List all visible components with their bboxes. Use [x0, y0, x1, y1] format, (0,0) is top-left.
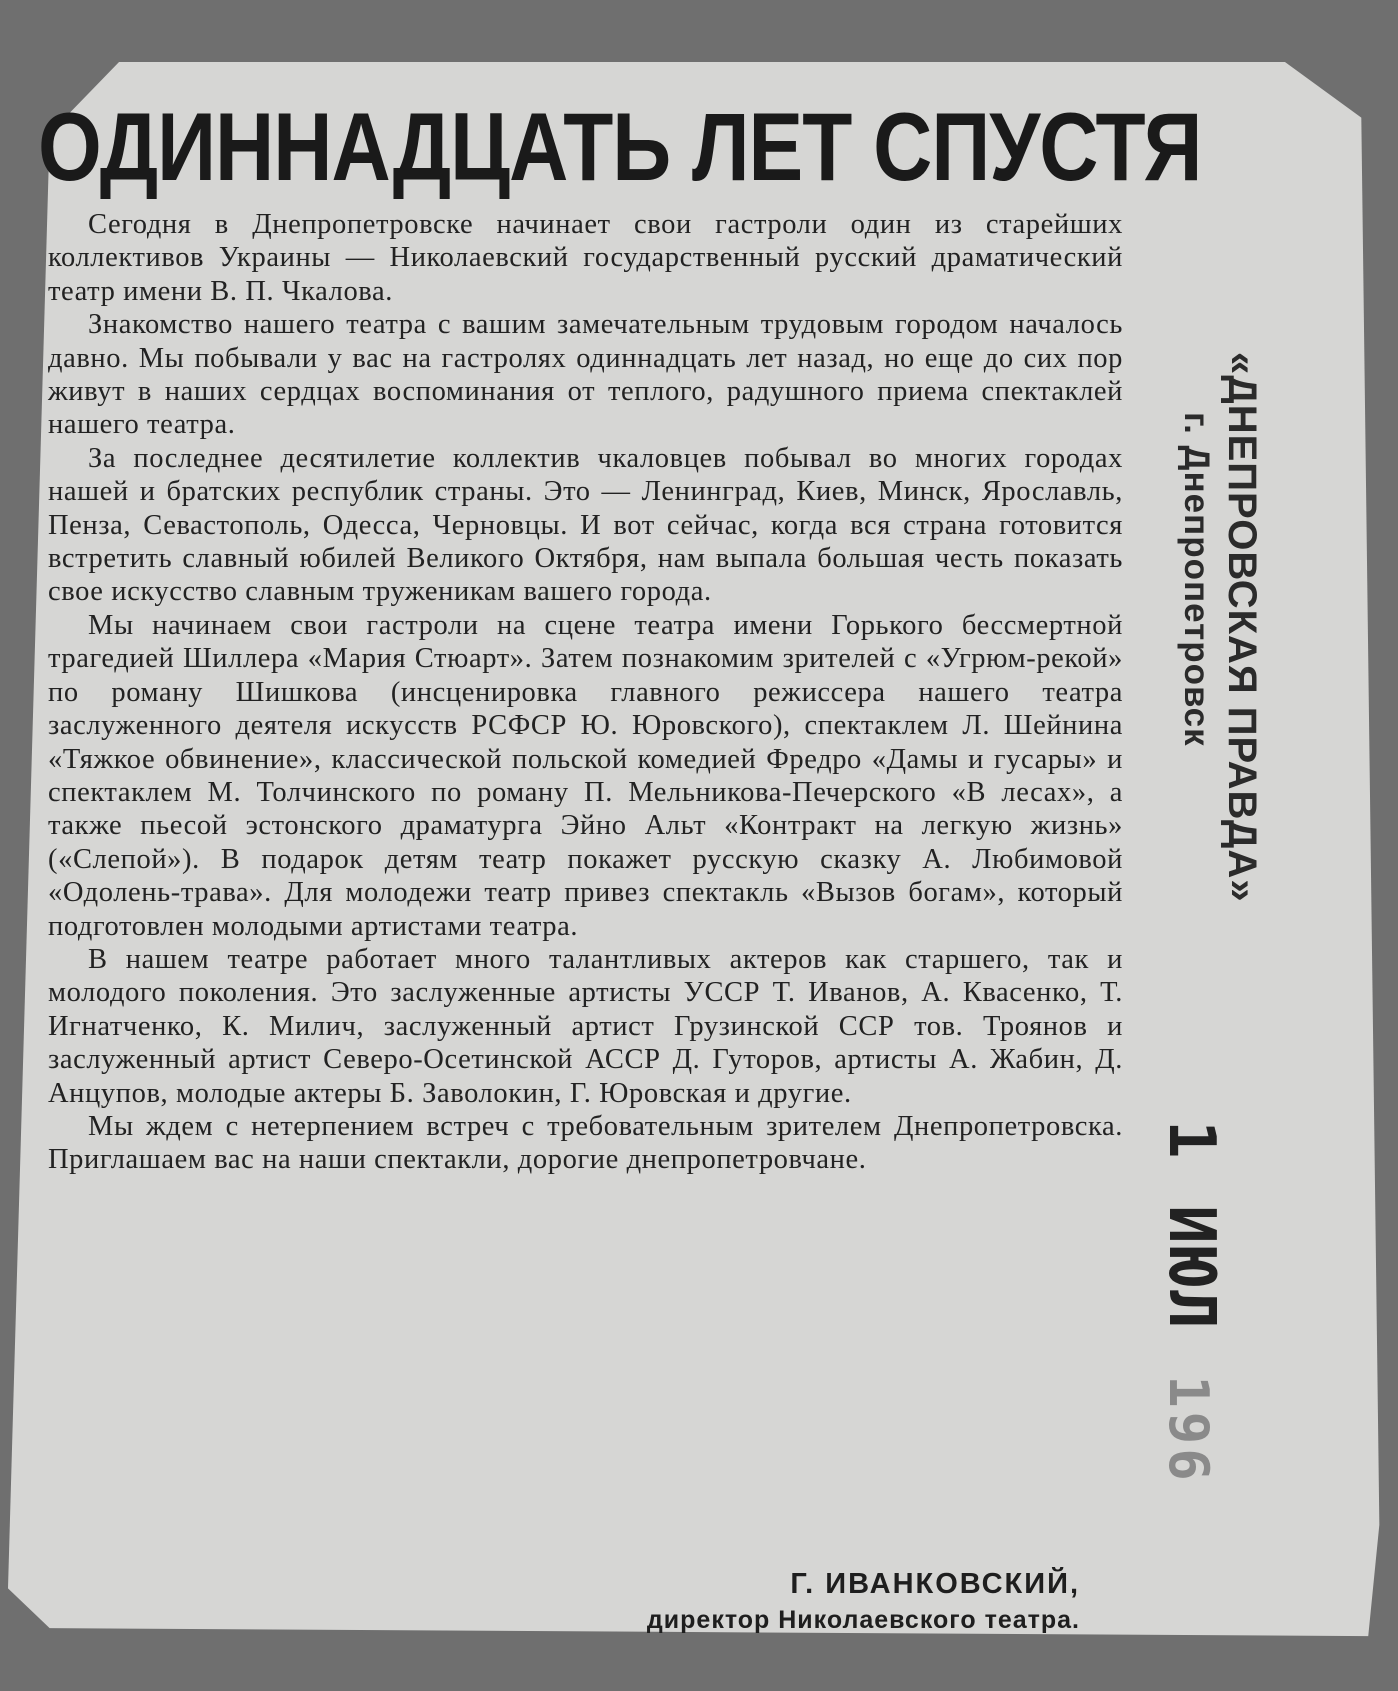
article-body: [48, 208, 1123, 1177]
paragraph: Сегодня в Днепропетровске начинает свои гастроли один из старейших коллективов Украины — Николаевский государственный русский драматический театр имени В. П. Чкалова.: [48, 209, 1123, 307]
date-day: 1: [1154, 1120, 1228, 1163]
date-stamp: [1154, 1120, 1228, 1485]
paragraph: Знакомство нашего театра с вашим замечательным трудовым городом началось давно. Мы побывали у вас на гастролях одиннадцать лет назад, но еще до сих пор живут в наших сердцах воспоминания от теплого, радушного приема спектаклей нашего театра.: [48, 309, 1123, 441]
paragraph: Мы начинаем свои гастроли на сцене театра имени Горького бессмертной трагедией Шиллера «Мария Стюарт». Затем познакомим зрителей с «Угрюм-рекой» по роману Шишкова (инсценировка главного режиссера нашего театра заслуженного деятеля искусств РСФСР Ю. Юровского), спектаклем Л. Шейнина «Тяжкое обвинение», классической польской комедией Фредро «Дамы и гусары» и спектаклем М. Толчинского по роману П. Мельникова-Печерского «В лесах», а также пьесой эстонского драматурга Эйно Альт «Контракт на легкую жизнь» («Слепой»). В подарок детям театр покажет русскую сказку А. Любимовой «Одолень-трава». Для молодежи театр привез спектакль «Вызов богам», который подготовлен молодыми артистами театра.: [48, 609, 1123, 942]
author-name: Г. ИВАНКОВСКИЙ,: [790, 1568, 1080, 1600]
paragraph: Мы ждем с нетерпением встреч с требовательным зрителем Днепропетровска. Приглашаем вас на наши спектакли, дорогие днепропетровчане.: [48, 1110, 1123, 1176]
date-month: ИЮЛ: [1154, 1205, 1228, 1333]
paragraph: За последнее десятилетие коллектив чкаловцев побывал во многих городах нашей и братских республик страны. Это — Ленинград, Киев, Минск, Ярославль, Пенза, Севастополь, Одесса, Черновцы. И вот сейчас, когда вся страна готовится встретить славный юбилей Великого Октября, нам выпала большая честь показать свое искусство славным труженикам вашего города.: [48, 442, 1123, 608]
signature-block: [647, 1565, 1080, 1637]
paragraph: В нашем театре работает много талантливых актеров как старшего, так и молодого поколения. Это заслуженные артисты УССР Т. Иванов, А. Квасенко, Т. Игнатченко, К. Милич, заслуженный артист Грузинской ССР тов. Троянов и заслуженный артист Северо-Осетинской АССР Д. Гуторов, артисты А. Жабин, Д. Анцупов, молодые актеры Б. Заволокин, Г. Юровская и другие.: [48, 943, 1123, 1109]
headline: ОДИННАДЦАТЬ ЛЕТ СПУСТЯ: [38, 94, 1202, 202]
date-year: 196: [1157, 1375, 1220, 1485]
stamp-city: г. Днепропетровск: [1177, 412, 1216, 747]
author-title: директор Николаевского театра.: [646, 1606, 1080, 1634]
newspaper-stamp: [1173, 352, 1265, 903]
stamp-paper-name: «ДНЕПРОВСКАЯ ПРАВДА»: [1220, 352, 1264, 903]
